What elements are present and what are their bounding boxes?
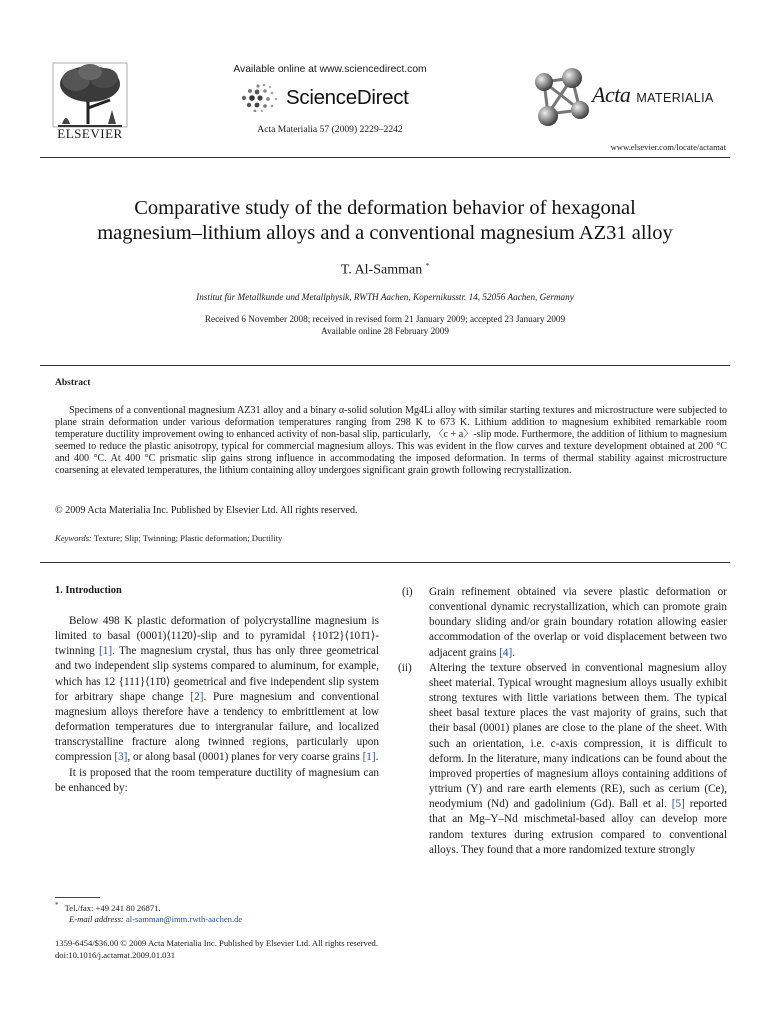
issn-line: 1359-6454/$36.00 © 2009 Acta Materialia Inc. Published by Elsevier Ltd. All rights reserved. — [55, 938, 379, 948]
reference-link-1b[interactable]: [1] — [362, 751, 376, 764]
abstract-top-rule — [40, 365, 730, 366]
list-item-ii-text-b: reported that an Mg–Y–Nd mischmetal-based alloy can develop more random textures during extrusion compared to conventional alloys. They found that a more randomized texture strongly — [429, 798, 727, 856]
reference-link-2[interactable]: [2] — [190, 690, 204, 703]
acta-logo-word: Acta — [592, 82, 631, 107]
reference-link-3[interactable]: [3] — [114, 751, 128, 764]
list-item-i-text-b: . — [512, 646, 516, 659]
materialia-logo-word: MATERIALIA — [636, 91, 714, 105]
introduction-body — [55, 614, 379, 796]
reference-link-1[interactable]: [1] — [99, 645, 113, 658]
journal-url[interactable]: www.elsevier.com/locate/actamat — [610, 142, 726, 152]
footnote-mark: * — [55, 901, 59, 909]
list-item-ii-number: (ii) — [398, 661, 412, 674]
doi-line[interactable]: doi:10.1016/j.actamat.2009.01.031 — [55, 950, 176, 960]
received-dates: Received 6 November 2008; received in revised form 21 January 2009; accepted 23 January 2009 — [204, 314, 566, 324]
author-name: T. Al-Samman — [340, 262, 423, 278]
journal-reference: Acta Materialia 57 (2009) 2229–2242 — [257, 124, 403, 135]
footnote-tel-line — [55, 900, 242, 914]
affiliation: Institut für Metallkunde und Metallphysik, RWTH Aachen, Kopernikusstr. 14, 52056 Aachen, Germany — [196, 292, 574, 302]
title-line-1: Comparative study of the deformation behavior of hexagonal — [134, 197, 636, 219]
list-item-i — [398, 585, 727, 661]
abstract-heading: Abstract — [55, 378, 91, 388]
intro-paragraph-2: It is proposed that the room temperature ductility of magnesium can be enhanced by: — [55, 766, 379, 794]
elsevier-logo — [52, 62, 128, 142]
sciencedirect-logo[interactable] — [238, 80, 428, 114]
keywords-list: Texture; Slip; Twinning; Plastic deformation; Ductility — [93, 533, 283, 543]
intro-paragraph-1 — [55, 614, 379, 766]
intro-p1-text-c: . Pure magnesium and conventional magnesium alloys therefore have a tendency to embrittlement at low deformation temperatures due to intergranular failure, and localized transcrystalline fracture along twinned regions, particularly upon compression — [55, 690, 379, 764]
right-column — [398, 585, 727, 858]
footnote-email-line — [55, 914, 242, 926]
footnote-rule — [55, 897, 100, 898]
acta-materialia-logo — [530, 64, 730, 134]
list-item-ii — [398, 661, 727, 858]
keywords-line — [55, 533, 282, 543]
intro-p1-text-b: . The magnesium crystal, thus has only three geometrical and two independent slip systems compared to aluminum, for example, which has 12 {111}⟨11̄0⟩ geometrical and five independent slip system for arbitrary shape change — [55, 645, 380, 703]
author-footnote-mark[interactable]: * — [425, 262, 430, 270]
intro-p1-text-a: Below 498 K plastic deformation of polycrystalline magnesium is limited to basal (0001)⟨112̄0⟩-slip and to pyramidal {101̄2}⟨101̄1⟩-twinning — [55, 615, 379, 658]
intro-p1-text-e: . — [375, 751, 379, 764]
sciencedirect-wordmark: ScienceDirect — [286, 86, 409, 109]
list-item-ii-text-a: Altering the texture observed in conventional magnesium alloy sheet material. Typical wrought magnesium alloys usually exhibit strong textures with little variations between them. The typical sheet basal texture places the vast majority of grains, such that their basal (0001) planes are close to the plane of the sheet. With such an orientation, i.e. c-axis compression, it is difficult to deform. In the literature, many indications can be found about the improved properties of magnesium alloys containing additions of yttrium (Y) and rare earth elements (RE), such as cerium (Ce), neodymium (Nd) and gadolinium (Gd). Ball et al. — [429, 661, 727, 811]
intro-p1-text-d: , or along basal (0001) planes for very coarse grains — [127, 751, 363, 764]
article-dates — [40, 314, 730, 337]
title-line-2: magnesium–lithium alloys and a conventional magnesium AZ31 alloy — [97, 222, 673, 244]
keywords-label: Keywords: — [55, 533, 92, 543]
elsevier-tree-icon — [52, 62, 128, 128]
header-rule — [40, 157, 730, 158]
molecule-logo-icon — [530, 64, 596, 134]
publisher-logo-text: ELSEVIER — [57, 126, 123, 141]
footnote-tel: Tel./fax: +49 241 80 26871. — [64, 902, 161, 913]
introduction-heading: 1. Introduction — [55, 585, 122, 596]
available-online-date: Available online 28 February 2009 — [321, 325, 449, 336]
footnote-email-label: E-mail address: — [69, 914, 124, 925]
available-online-text: Available online at www.sciencedirect.com — [233, 64, 427, 75]
author-line — [40, 262, 730, 279]
article-title — [40, 196, 730, 246]
sciencedirect-dots-icon — [238, 82, 284, 112]
list-item-i-number: (i) — [402, 586, 413, 598]
abstract-text: Specimens of a conventional magnesium AZ31 alloy and a binary α-solid solution Mg4Li alloy with similar starting textures and microstructure were subjected to plane strain deformation under various deformation temperatures ranging from 298 K to 673 K. Lithium addition to magnesium exhibited remarkable room temperature ductility improvement owing to enhanced activity of non-basal slip, particularly, 〈c + a〉-slip mode. Furthermore, the addition of lithium to magnesium seemed to reduce the plastic anisotropy, typical for commercial magnesium alloys. This was evident in the flow curves and texture development obtained at 200 °C and 400 °C. At 400 °C prismatic slip gains strong influence in accommodating the imposed deformation. In terms of thermal stability against microstructure coarsening at elevated temperatures, the lithium containing alloy undergoes significant grain growth following recrystallization. — [55, 405, 727, 477]
author-footnote — [55, 900, 242, 926]
reference-link-4[interactable]: [4] — [499, 646, 513, 659]
abstract-bottom-rule — [40, 562, 730, 563]
reference-link-5[interactable]: [5] — [671, 798, 685, 811]
abstract-copyright: © 2009 Acta Materialia Inc. Published by Elsevier Ltd. All rights reserved. — [55, 505, 358, 516]
footnote-email-link[interactable]: al-samman@imm.rwth-aachen.de — [125, 914, 243, 925]
list-item-i-text-a: Grain refinement obtained via severe plastic deformation or conventional dynamic recrystallization, which can promote grain boundary sliding and/or grain boundary rotation allowing easier accommodation of the overlap or void displacement between two adjacent grains — [429, 586, 727, 659]
